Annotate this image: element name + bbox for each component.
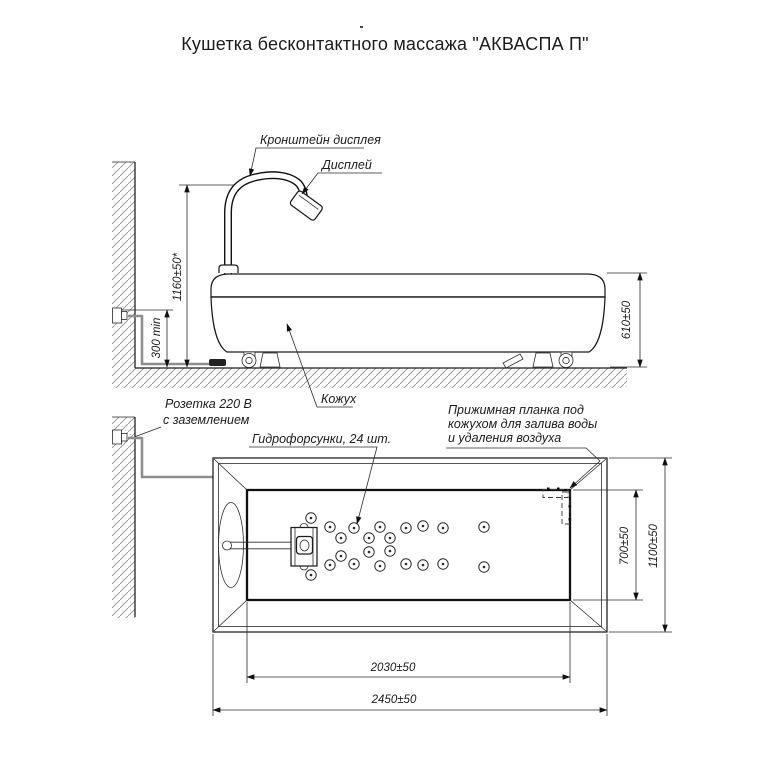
foot-left (260, 353, 280, 367)
couch-body (211, 274, 605, 352)
svg-text:Розетка 220 В: Розетка 220 В (165, 397, 252, 411)
hydro-nozzle-center (379, 565, 382, 568)
hydro-nozzle-center (353, 527, 356, 530)
hydro-nozzle-center (405, 527, 408, 530)
stray-mark (360, 26, 363, 28)
hydro-nozzle-center (379, 526, 382, 529)
hydro-nozzle-center (310, 517, 313, 520)
dim-couch-height (607, 273, 647, 367)
arm-mount-flange (219, 265, 238, 273)
hydro-nozzle-center (340, 555, 343, 558)
hydro-nozzle-center (389, 537, 392, 540)
hydro-nozzle-center (483, 526, 486, 529)
floor-hatch (135, 368, 627, 388)
caster-wheel-left (242, 354, 256, 368)
svg-text:Кронштейн дисплея: Кронштейн дисплея (260, 133, 381, 147)
dim-text-2450: 2450±50 (371, 694, 417, 706)
top-view (112, 403, 672, 716)
hydro-nozzle-center (329, 564, 332, 567)
power-cable-plan (128, 438, 214, 477)
hydro-nozzle-center (422, 564, 425, 567)
hydro-nozzle-center (483, 566, 486, 569)
drawing-title: Кушетка бесконтактного массажа "АКВАСПА П" (181, 34, 589, 54)
hydro-nozzle-center (329, 526, 332, 529)
svg-text:Гидрофорсунки, 24 шт.: Гидрофорсунки, 24 шт. (252, 432, 392, 446)
svg-text:Дисплей: Дисплей (322, 158, 372, 172)
display-bracket-arm (228, 175, 304, 273)
foot-right (533, 353, 553, 367)
svg-text:кожухом для залива воды: кожухом для залива воды (448, 417, 598, 431)
svg-text:Кожух: Кожух (321, 392, 357, 406)
display-unit (289, 190, 323, 221)
tub-frame (213, 458, 607, 632)
hydro-nozzle-center (340, 537, 343, 540)
hydro-nozzle-center (442, 563, 445, 566)
hydro-nozzle-center (310, 574, 313, 577)
label-display (302, 158, 382, 194)
dim-outer-length (213, 634, 607, 716)
hydro-nozzle-center (422, 525, 425, 528)
svg-text:и удаления воздуха: и удаления воздуха (448, 431, 562, 445)
power-cable-side (128, 316, 220, 364)
hydro-nozzle-center (442, 527, 445, 530)
side-view (112, 133, 647, 439)
dim-text-300min: 300 min (151, 317, 163, 359)
dim-text-1160: 1160±50* (172, 252, 184, 302)
cover-casing (211, 297, 605, 352)
hydro-nozzle-center (368, 551, 371, 554)
hydro-nozzle-center (353, 563, 356, 566)
cable-entry (209, 359, 226, 366)
label-socket (129, 397, 252, 439)
dim-text-610: 610±50 (621, 300, 633, 340)
svg-text:с заземлением: с заземлением (163, 413, 250, 427)
wall-hatch-plan (112, 417, 135, 618)
drain-bracket (503, 354, 523, 368)
dim-text-700: 700±50 (619, 526, 631, 566)
hydro-nozzle-center (389, 550, 392, 553)
caster-wheel-right (559, 354, 573, 368)
hydro-nozzle-center (405, 563, 408, 566)
feet-casters (242, 352, 573, 368)
dim-text-1100: 1100±50 (648, 524, 660, 568)
arm-pivot (223, 541, 232, 550)
svg-text:Прижимная планка под: Прижимная планка под (448, 403, 584, 417)
hydro-nozzle-center (368, 537, 371, 540)
dim-text-2030: 2030±50 (370, 662, 416, 674)
mattress (211, 274, 605, 297)
wall-hatch (112, 162, 135, 388)
